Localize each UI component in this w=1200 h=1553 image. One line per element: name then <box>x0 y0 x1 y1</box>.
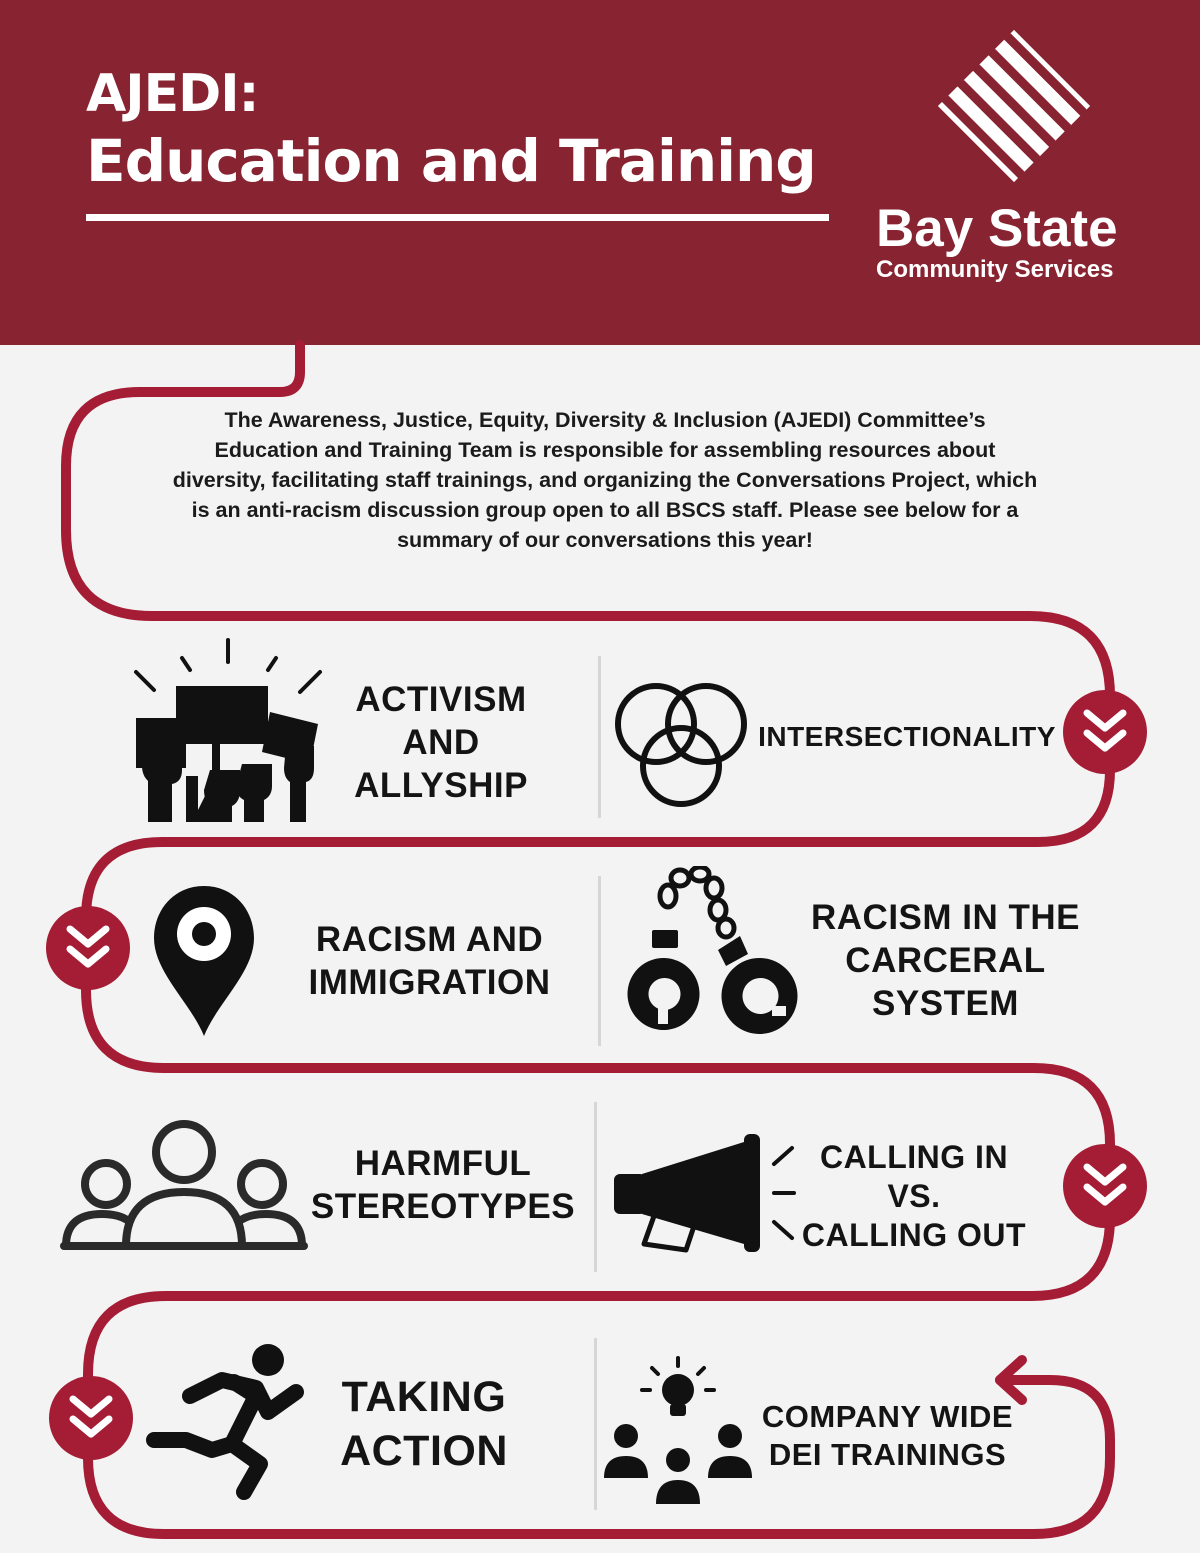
protest-signs-icon <box>130 636 325 826</box>
brand-name: Bay State <box>876 199 1118 258</box>
row-4-divider <box>594 1338 597 1510</box>
page-title-line-2: Education and Training <box>86 127 816 195</box>
running-person-icon <box>146 1340 312 1500</box>
topic-intersectionality: INTERSECTIONALITY <box>758 721 1056 752</box>
handcuffs-icon <box>622 866 808 1038</box>
row-2-divider <box>598 876 601 1046</box>
topic-harmful-stereotypes: HARMFUL STEREOTYPES <box>310 1144 576 1226</box>
topic-company-wide-dei-trainings: COMPANY WIDE DEI TRAININGS <box>761 1399 1014 1472</box>
chevron-badge-2 <box>46 906 130 990</box>
topic-activism-allyship: ACTIVISM AND ALLYSHIP <box>354 680 528 805</box>
venn-circles-icon <box>612 678 752 810</box>
chevron-badge-4 <box>49 1376 133 1460</box>
megaphone-icon <box>612 1130 802 1256</box>
brand-subtitle: Community Services <box>876 256 1114 283</box>
chevron-badge-1 <box>1063 690 1147 774</box>
group-people-icon <box>60 1118 308 1254</box>
row-3-divider <box>594 1102 597 1272</box>
row-1-divider <box>598 656 601 818</box>
idea-team-icon <box>602 1356 754 1508</box>
intro-paragraph: The Awareness, Justice, Equity, Diversity & Inclusion (AJEDI) Committee’s Education and Training Team is responsible for assembling resources about diversity, facilitating staff trainings, and organizing the Conversations Project, which is an anti-racism discussion group open to all BSCS staff. Please see below for a summary of our conversations this year! <box>172 408 1038 552</box>
topic-racism-immigration: RACISM AND IMMIGRATION <box>308 920 551 1002</box>
chevron-badge-3 <box>1063 1144 1147 1228</box>
topic-taking-action: TAKING ACTION <box>340 1373 508 1475</box>
location-pin-icon <box>150 882 258 1042</box>
topic-calling-in-vs-out: CALLING IN VS. CALLING OUT <box>801 1139 1027 1253</box>
topic-racism-carceral-system: RACISM IN THE CARCERAL SYSTEM <box>811 898 1080 1023</box>
page-title-line-1: AJEDI: <box>86 64 259 124</box>
